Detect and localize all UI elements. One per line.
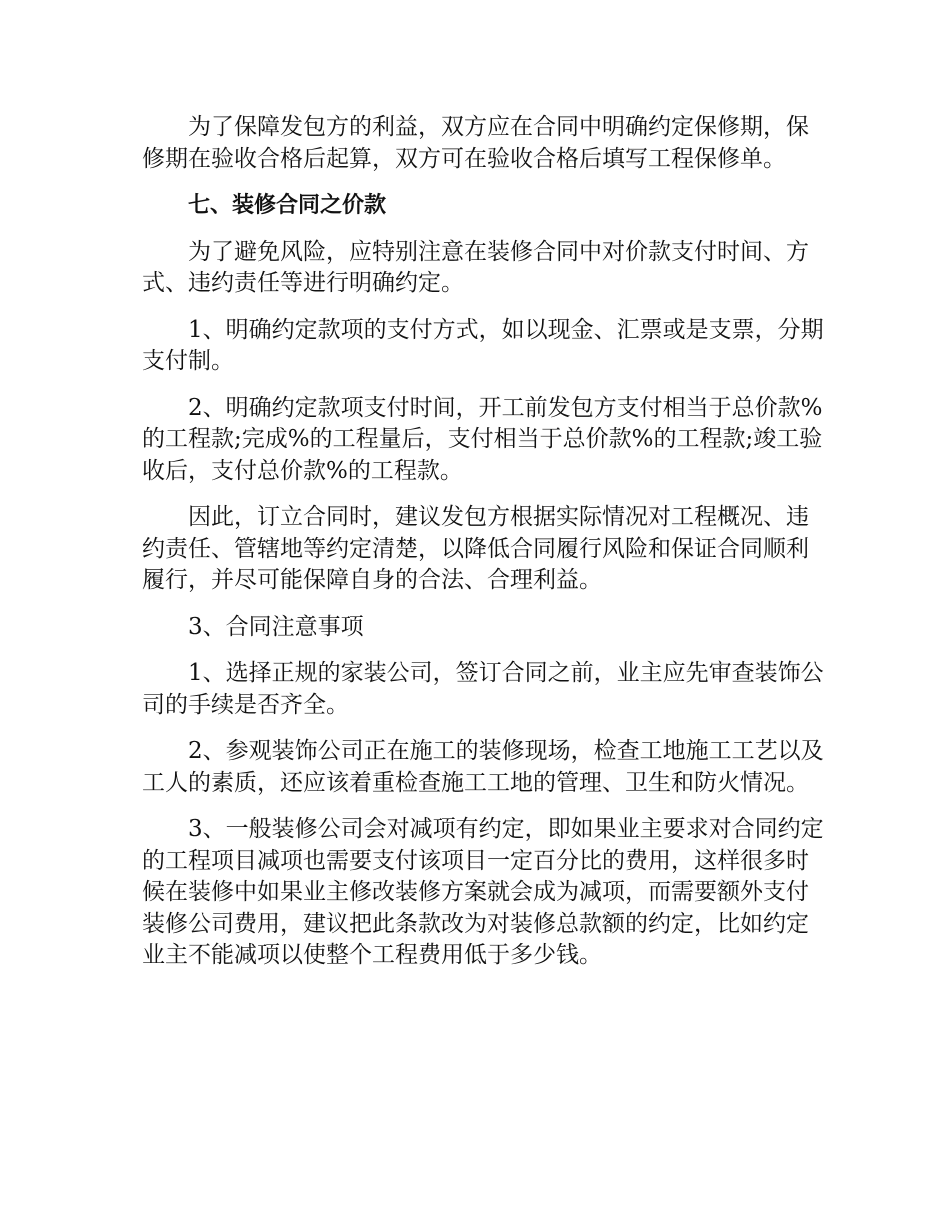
paragraph-avoid-risk: 为了避免风险，应特别注意在装修合同中对价款支付时间、方式、违约责任等进行明确约定。	[142, 238, 809, 296]
section-heading-price: 七、装修合同之价款	[188, 193, 387, 218]
paragraph-note-3: 3、一般装修公司会对减项有约定，即如果业主要求对合同约定的工程项目减项也需要支付该项目一定百分比的费用，这样很多时候在装修中如果业主修改装修方案就会成为减项，而需要额外支付装修公司费用，建议把此条款改为对装修总款额的约定，比如约定业主不能减项以使整个工程费用低于多少钱。	[142, 816, 824, 968]
paragraph-conclusion: 因此，订立合同时，建议发包方根据实际情况对工程概况、违约责任、管辖地等约定清楚，以降低合同履行风险和保证合同顺利履行，并尽可能保障自身的合法、合理利益。	[142, 504, 809, 593]
paragraph-payment-method: 1、明确约定款项的支付方式，如以现金、汇票或是支票，分期支付制。	[142, 316, 824, 374]
document-page	[142, 112, 826, 987]
paragraph-note-2: 2、参观装饰公司正在施工的装修现场，检查工地施工工艺以及工人的素质，还应该着重检查施工工地的管理、卫生和防火情况。	[142, 738, 824, 796]
paragraph-notes-title: 3、合同注意事项	[188, 613, 364, 640]
paragraph-note-1: 1、选择正规的家装公司，签订合同之前，业主应先审查装饰公司的手续是否齐全。	[142, 660, 824, 718]
paragraph-payment-time: 2、明确约定款项支付时间，开工前发包方支付相当于总价款%的工程款;完成%的工程量后，支付相当于总价款%的工程款;竣工验收后，支付总价款%的工程款。	[142, 394, 823, 484]
paragraph-warranty: 为了保障发包方的利益，双方应在合同中明确约定保修期，保修期在验收合格后起算，双方可在验收合格后填写工程保修单。	[142, 114, 809, 172]
